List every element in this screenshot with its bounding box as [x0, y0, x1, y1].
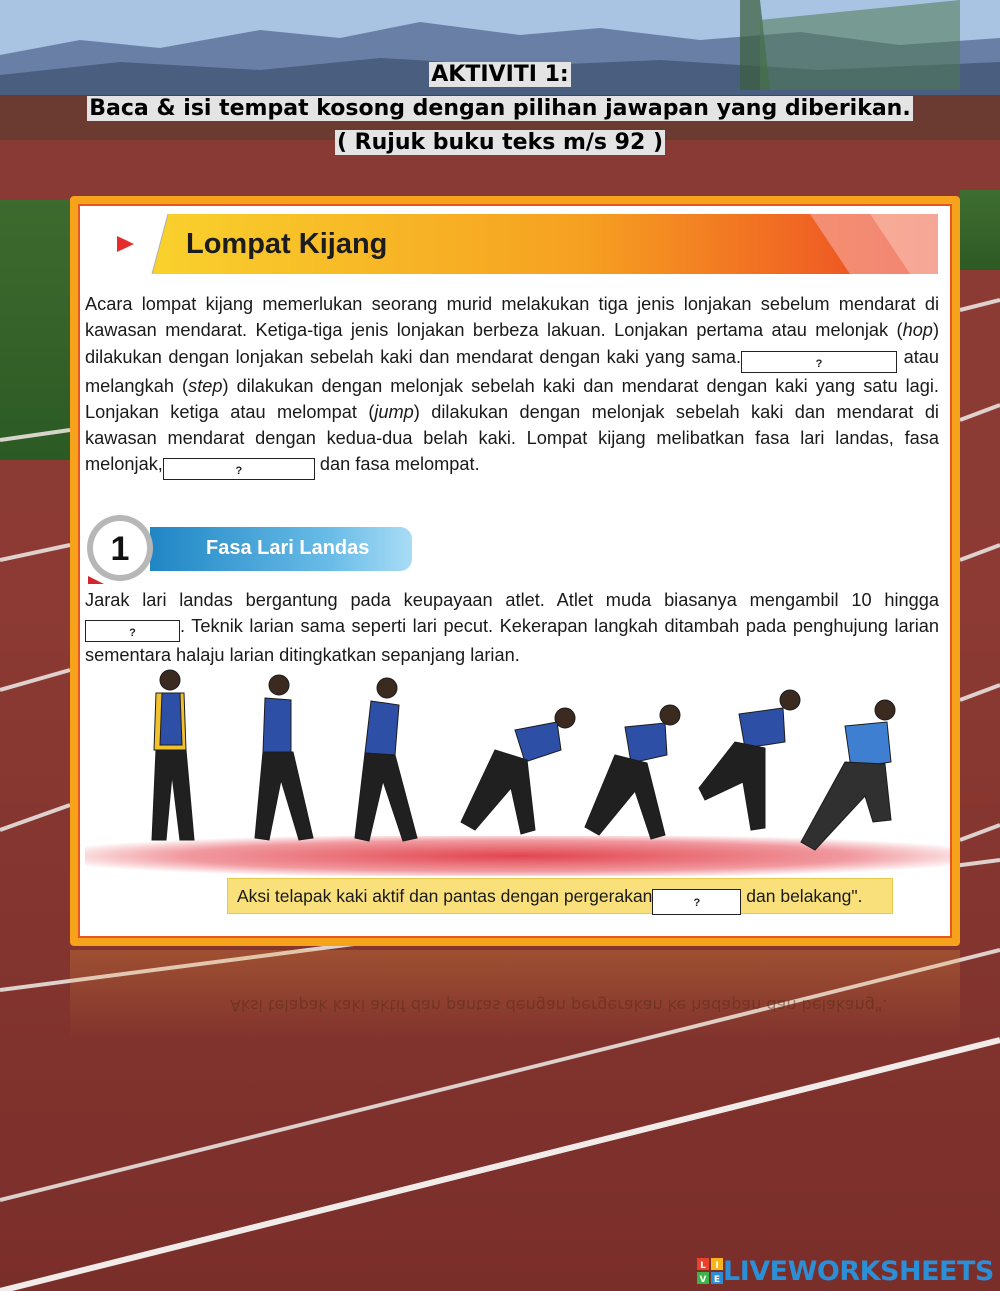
svg-text:L: L [700, 1261, 706, 1271]
intro-text-2: ) dilakukan dengan lonjakan sebelah kaki dan mendarat dengan kaki yang sama. [85, 320, 939, 367]
section-text-2: . Teknik larian sama seperti lari pecut. Kekerapan langkah ditambah pada penghujung larian sementara halaju larian ditingkatkan sepanjang larian. [85, 616, 939, 666]
svg-text:I: I [715, 1261, 719, 1271]
athlete-figure-2 [255, 675, 313, 840]
instruction-text: Baca & isi tempat kosong dengan pilihan jawapan yang diberikan. [89, 96, 911, 121]
term-hop: hop [902, 320, 933, 341]
athlete-figure-3 [355, 678, 417, 841]
answer-blank-1[interactable]: ? [741, 351, 897, 373]
intro-text-6: dan fasa melompat. [314, 454, 480, 475]
reference-text: ( Rujuk buku teks m/s 92 ) [336, 130, 664, 155]
term-step: step [188, 375, 223, 396]
intro-text-3: atau melangkah ( [85, 346, 939, 396]
section-text-1: Jarak lari landas bergantung pada keupayaan atlet. Atlet muda biasanya mengambil 10 hingga [85, 590, 939, 610]
reference-line [0, 130, 1000, 155]
intro-text-1: Acara lompat kijang memerlukan seorang murid melakukan tiga jenis lonjakan sebelum mendarat di kawasan mendarat. Ketiga-tiga jenis lonjakan berbeza lakuan. Lonjakan pertama atau melonjak ( [85, 294, 939, 341]
section-number: 1 [110, 530, 130, 568]
activity-heading [0, 62, 1000, 87]
liveworksheets-logo[interactable] [697, 1256, 994, 1286]
card-title: Lompat Kijang [186, 228, 388, 260]
activity-heading-text: AKTIVITI 1: [431, 62, 569, 87]
athlete-figure-5 [585, 705, 680, 839]
athlete-figure-1 [152, 670, 194, 840]
athlete-figure-6 [699, 690, 800, 830]
section-paragraph [85, 587, 939, 669]
caption-text-1: Aksi telapak kaki aktif dan pantas dengan pergerakan [237, 886, 653, 906]
athlete-figure-7 [801, 700, 895, 850]
caption-text-2: dan belakang". [741, 886, 863, 906]
caption-box [227, 878, 893, 914]
svg-text:E: E [713, 1275, 721, 1284]
svg-text:V: V [699, 1275, 707, 1284]
intro-text-5: ) dilakukan dengan melonjak sebelah kaki dan mendarat di kawasan mendarat dengan kedua-dua belah kaki. Lompat kijang melibatkan fasa lari landas, fasa melonjak, [85, 401, 939, 475]
section-label: Fasa Lari Landas [206, 537, 370, 559]
logo-text: LIVEWORKSHEETS [723, 1255, 994, 1287]
athlete-figure-4 [461, 708, 575, 834]
intro-text-4: ) dilakukan dengan melonjak sebelah kaki dan mendarat dengan kaki yang satu lagi. Lonjakan ketiga atau melompat ( [85, 375, 939, 422]
answer-blank-2[interactable]: ? [163, 458, 315, 480]
section-number-badge [84, 514, 156, 586]
reflection-caption: Aksi telapak kaki aktif dan pantas dengan pergerakan ke hadapan dan belakang". [230, 996, 888, 1015]
term-jump: jump [374, 401, 414, 422]
answer-blank-4[interactable]: ? [652, 889, 741, 915]
answer-blank-3[interactable]: ? [85, 620, 180, 642]
instruction-line [0, 96, 1000, 121]
logo-grid-icon [697, 1258, 723, 1284]
intro-paragraph [85, 291, 939, 480]
athlete-sequence-illustration [120, 665, 920, 865]
